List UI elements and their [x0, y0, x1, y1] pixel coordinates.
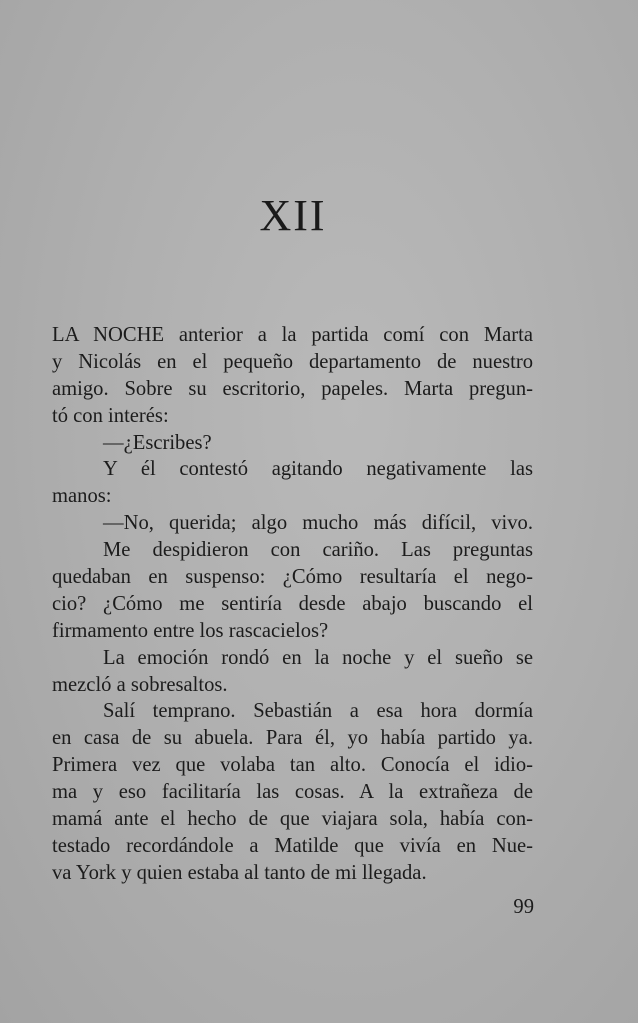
body-text	[52, 322, 533, 887]
text-line: firmamento entre los rascacielos?	[52, 619, 329, 642]
text-line: en casa de su abuela. Para él, yo había partido ya.	[52, 727, 533, 750]
text-line: quedaban en suspenso: ¿Cómo resultaría el nego-	[52, 566, 533, 589]
text-line: y Nicolás en el pequeño departamento de nuestro	[52, 350, 533, 373]
page-number: 99	[513, 896, 534, 918]
text-line: La emoción rondó en la noche y el sueño se	[103, 646, 533, 669]
text-line: mezcló a sobresaltos.	[52, 673, 228, 696]
text-line: va York y quien estaba al tanto de mi llegada.	[52, 861, 427, 884]
text-line: Me despidieron con cariño. Las preguntas	[103, 539, 533, 562]
text-line: tó con interés:	[52, 404, 169, 427]
text-line: Primera vez que volaba tan alto. Conocía el idio-	[52, 754, 533, 777]
text-line: testado recordándole a Matilde que vivía en Nue-	[52, 834, 533, 857]
text-line: cio? ¿Cómo me sentiría desde abajo buscando el	[52, 592, 533, 615]
text-line: —No, querida; algo mucho más difícil, vivo.	[103, 512, 533, 535]
text-line: Y él contestó agitando negativamente las	[103, 458, 533, 481]
text-line: manos:	[52, 485, 112, 508]
text-line: —¿Escribes?	[103, 431, 212, 454]
text-line: LA NOCHE anterior a la partida comí con Marta	[52, 324, 533, 346]
chapter-heading: XII	[259, 191, 327, 240]
text-line: amigo. Sobre su escritorio, papeles. Marta pregun-	[52, 377, 533, 400]
text-line: Salí temprano. Sebastián a esa hora dormía	[103, 700, 533, 723]
text-line: mamá ante el hecho de que viajara sola, había con-	[52, 808, 533, 831]
text-line: ma y eso facilitaría las cosas. A la extrañeza de	[52, 781, 533, 804]
